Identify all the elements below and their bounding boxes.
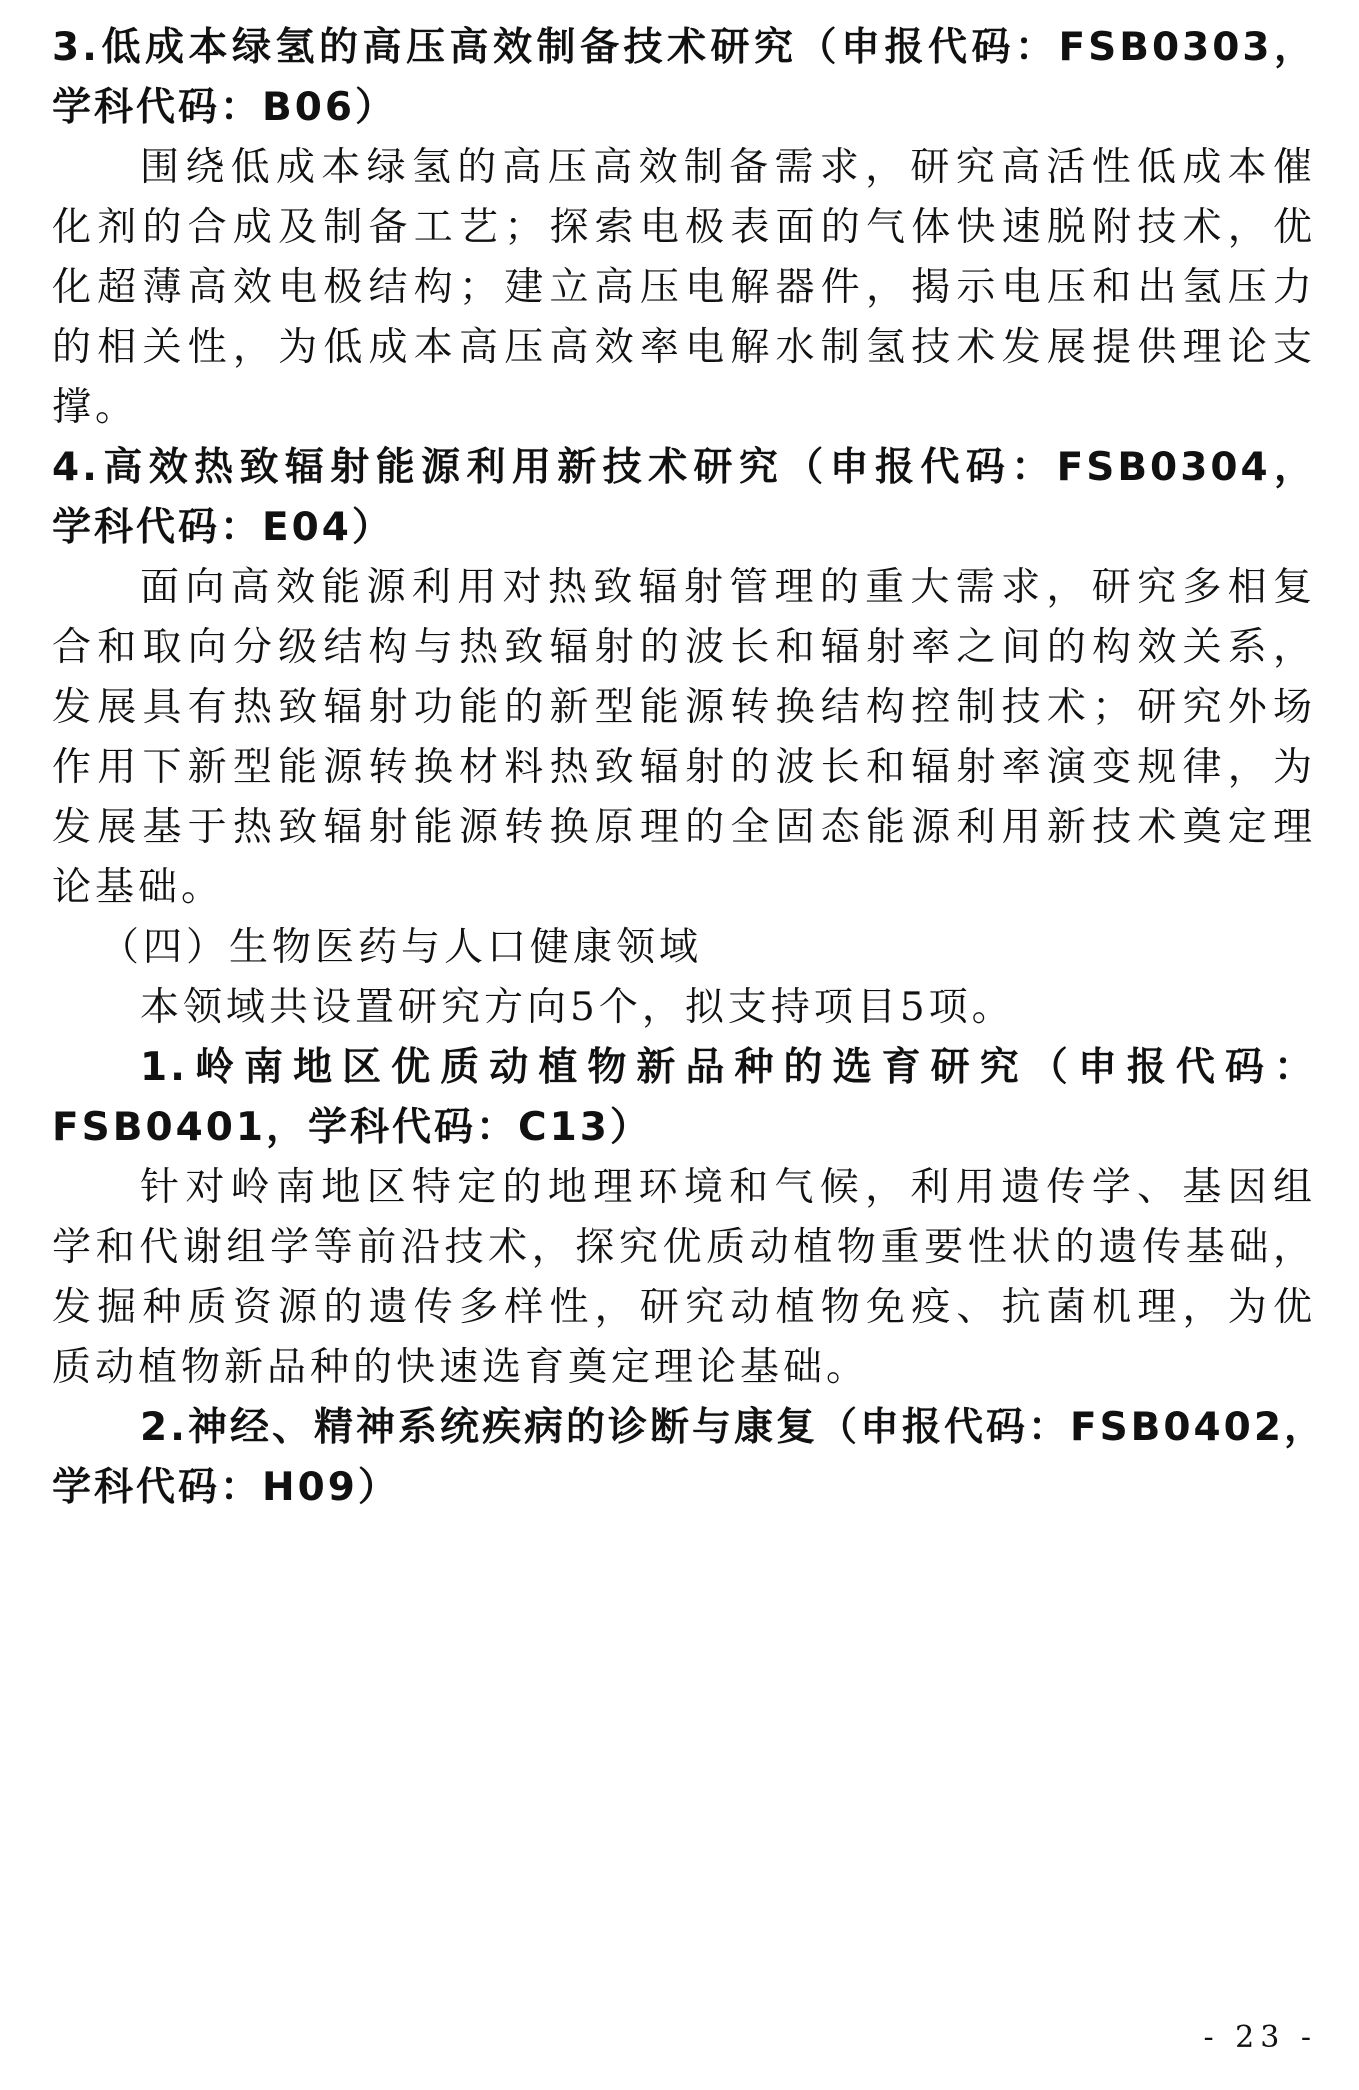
heading-topic-3: 3.低成本绿氢的高压高效制备技术研究（申报代码：FSB0303， — [52, 25, 1316, 70]
paragraph-line: 的相关性，为低成本高压高效率电解水制氢技术发展提供理论支 — [52, 325, 1316, 370]
heading-topic-3-cont: 学科代码：B06） — [52, 85, 397, 130]
heading-topic-1: 1.岭南地区优质动植物新品种的选育研究（申报代码： — [140, 1045, 1316, 1090]
paragraph-line: 发展基于热致辐射能源转换原理的全固态能源利用新技术奠定理 — [52, 805, 1316, 850]
section-heading: （四）生物医药与人口健康领域 — [100, 925, 703, 970]
paragraph-line: 化超薄高效电极结构；建立高压电解器件，揭示电压和出氢压力 — [52, 265, 1316, 310]
heading-topic-1-cont: FSB0401，学科代码：C13） — [52, 1105, 652, 1150]
heading-topic-4-cont: 学科代码：E04） — [52, 505, 394, 550]
paragraph-line: 面向高效能源利用对热致辐射管理的重大需求，研究多相复 — [140, 565, 1316, 610]
paragraph-line: 作用下新型能源转换材料热致辐射的波长和辐射率演变规律，为 — [52, 745, 1316, 790]
paragraph-line: 质动植物新品种的快速选育奠定理论基础。 — [52, 1345, 870, 1390]
paragraph-line: 针对岭南地区特定的地理环境和气候，利用遗传学、基因组 — [140, 1165, 1316, 1210]
paragraph-line: 合和取向分级结构与热致辐射的波长和辐射率之间的构效关系， — [52, 625, 1316, 670]
paragraph-line: 论基础。 — [52, 865, 225, 910]
paragraph-line: 围绕低成本绿氢的高压高效制备需求，研究高活性低成本催 — [140, 145, 1316, 190]
paragraph-line: 发展具有热致辐射功能的新型能源转换结构控制技术；研究外场 — [52, 685, 1316, 730]
heading-topic-2-cont: 学科代码：H09） — [52, 1465, 400, 1510]
page-number: - 23 - — [1203, 2020, 1317, 2055]
heading-topic-4: 4.高效热致辐射能源利用新技术研究（申报代码：FSB0304， — [52, 445, 1316, 490]
paragraph-line: 发掘种质资源的遗传多样性，研究动植物免疫、抗菌机理，为优 — [52, 1285, 1316, 1330]
paragraph-line: 学和代谢组学等前沿技术，探究优质动植物重要性状的遗传基础， — [52, 1225, 1316, 1270]
paragraph-line: 撑。 — [52, 385, 139, 430]
paragraph-line: 本领域共设置研究方向5个，拟支持项目5项。 — [140, 985, 1015, 1030]
heading-topic-2: 2.神经、精神系统疾病的诊断与康复（申报代码：FSB0402， — [140, 1405, 1326, 1450]
paragraph-line: 化剂的合成及制备工艺；探索电极表面的气体快速脱附技术，优 — [52, 205, 1316, 250]
